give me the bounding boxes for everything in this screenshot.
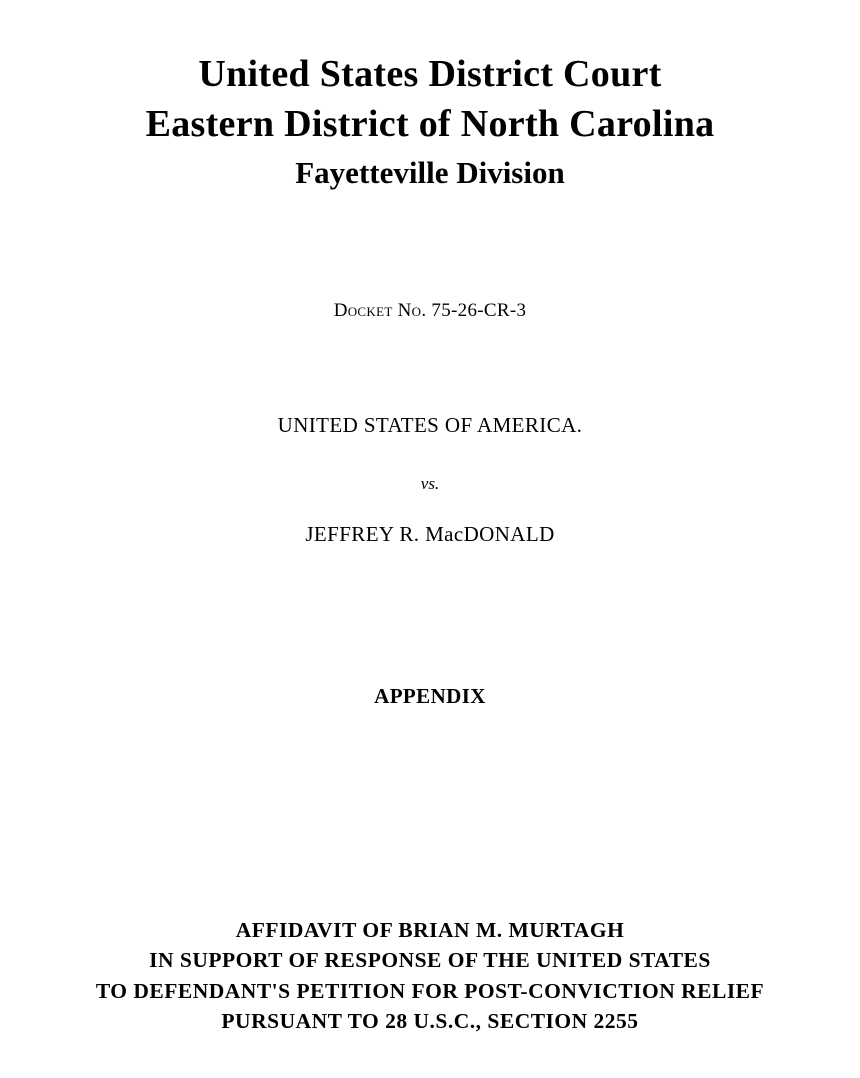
plaintiff-name: UNITED STATES OF AMERICA.	[277, 413, 583, 437]
court-district: Eastern District of North Carolina	[145, 103, 715, 145]
affidavit-title-line-1: AFFIDAVIT OF BRIAN M. MURTAGH	[235, 918, 625, 942]
affidavit-title-line-4: PURSUANT TO 28 U.S.C., SECTION 2255	[221, 1009, 639, 1033]
defendant-name: JEFFREY R. MacDONALD	[305, 522, 555, 546]
versus-label: vs.	[420, 474, 440, 493]
affidavit-title-line-2: IN SUPPORT OF RESPONSE OF THE UNITED STATES	[149, 948, 711, 972]
docket-number: Docket No. 75-26-CR-3	[333, 300, 527, 321]
court-name: United States District Court	[198, 53, 662, 95]
document-type-heading: APPENDIX	[374, 684, 486, 708]
court-division: Fayetteville Division	[295, 155, 565, 190]
affidavit-title-line-3: TO DEFENDANT'S PETITION FOR POST-CONVICTION RELIEF	[95, 979, 765, 1003]
